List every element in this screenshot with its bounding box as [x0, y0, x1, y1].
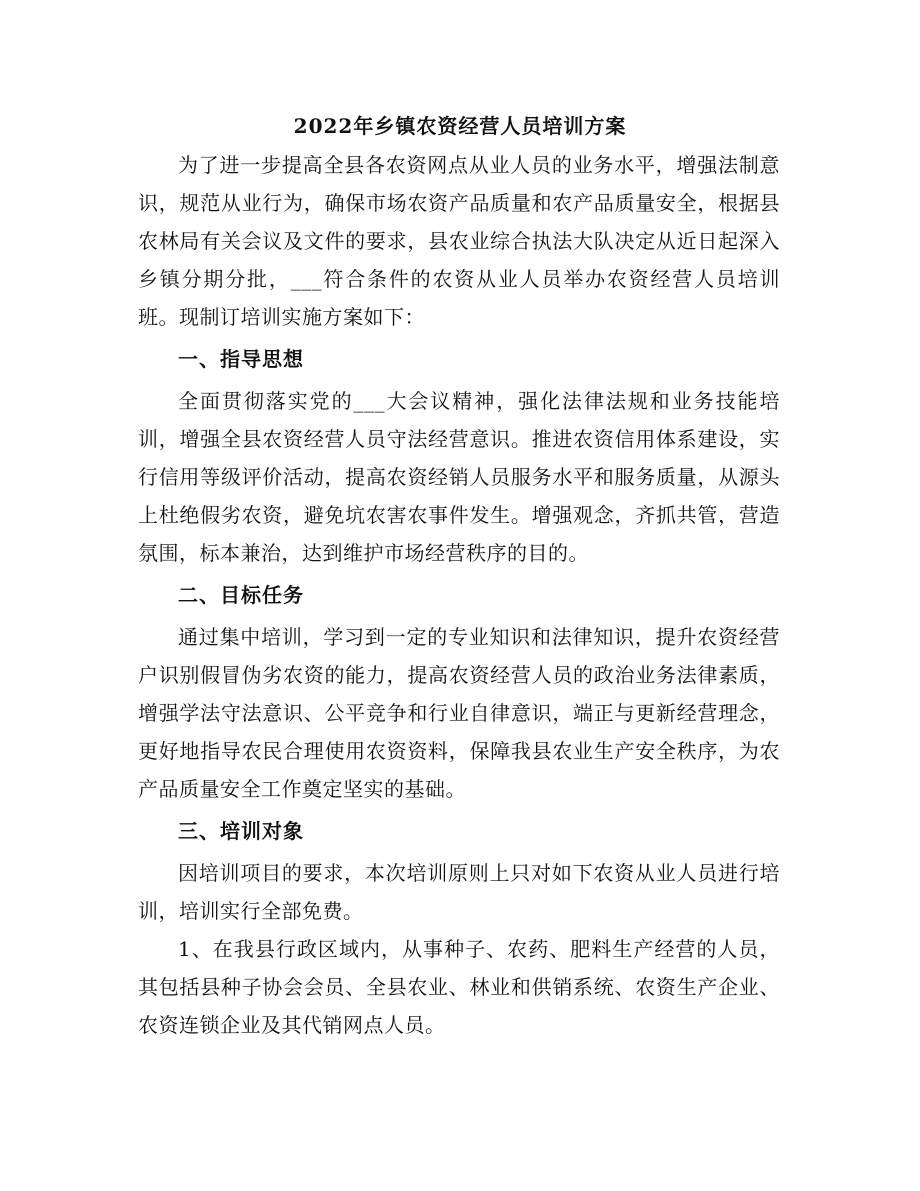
intro-paragraph: 为了进一步提高全县各农资网点从业人员的业务水平，增强法制意识，规范从业行为，确保市场农资产品质量和农产品质量安全，根据县农林局有关会议及文件的要求，县农业综合执法大队决定从近日起深入乡镇分期分批，___符合条件的农资从业人员举办农资经营人员培训班。现制订培训实施方案如下：: [138, 153, 780, 329]
section-paragraph: 1、在我县行政区域内，从事种子、农药、肥料生产经营的人员，其包括县种子协会会员、全县农业、林业和供销系统、农资生产企业、农资连锁企业及其代销网点人员。: [138, 937, 780, 1037]
section-paragraph: 通过集中培训，学习到一定的专业知识和法律知识，提升农资经营户识别假冒伪劣农资的能力，提高农资经营人员的政治业务法律素质，增强学法守法意识、公平竞争和行业自律意识，端正与更新经营理念，更好地指导农民合理使用农资资料，保障我县农业生产安全秩序，为农产品质量安全工作奠定坚实的基础。: [138, 625, 780, 801]
document-title: 2022年乡镇农资经营人员培训方案: [293, 114, 627, 138]
section-heading-trainees: 三、培训对象: [178, 819, 304, 843]
document-body: [138, 146, 780, 1044]
section-heading-objectives: 二、目标任务: [178, 583, 304, 607]
section-paragraph: 全面贯彻落实党的___大会议精神，强化法律法规和业务技能培训，增强全县农资经营人员守法经营意识。推进农资信用体系建设，实行信用等级评价活动，提高农资经销人员服务水平和服务质量，从源头上杜绝假劣农资，避免坑农害农事件发生。增强观念，齐抓共管，营造氛围，标本兼治，达到维护市场经营秩序的目的。: [138, 389, 780, 565]
section-paragraph: 因培训项目的要求，本次培训原则上只对如下农资从业人员进行培训，培训实行全部免费。: [138, 861, 780, 923]
section-heading-guiding-principle: 一、指导思想: [178, 347, 304, 371]
